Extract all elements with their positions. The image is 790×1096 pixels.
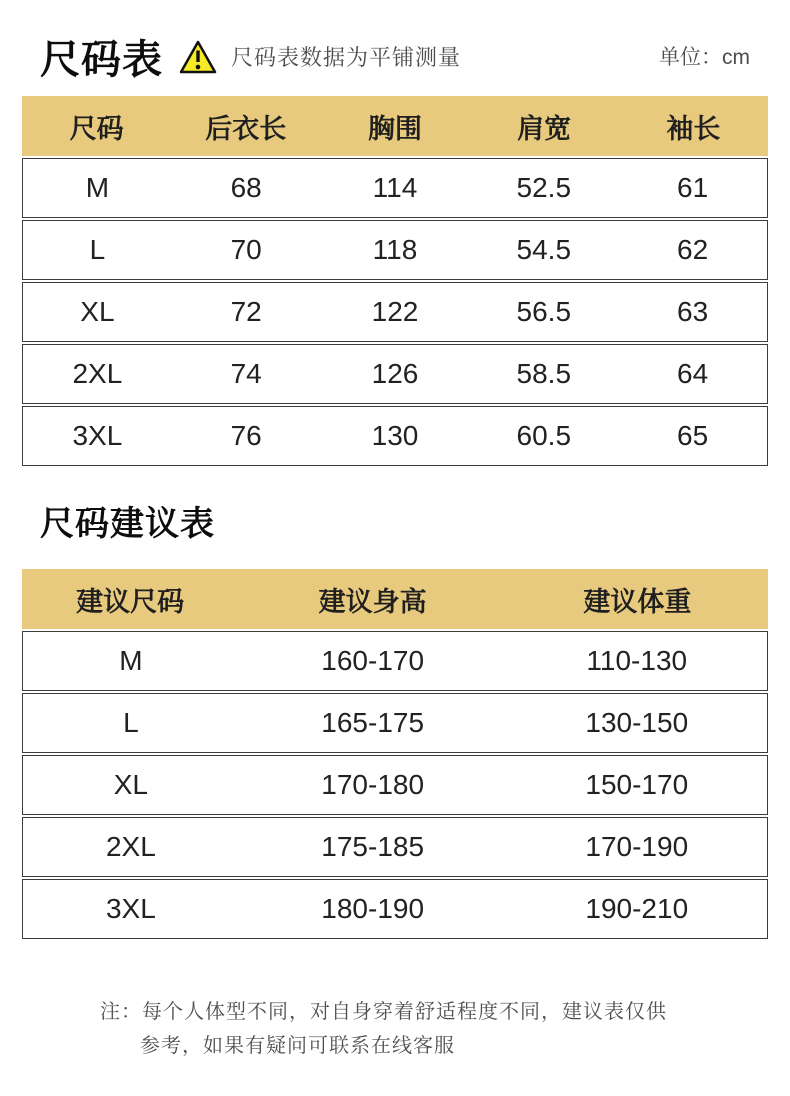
table-cell: 130-150 [585, 707, 689, 738]
table-cell: 170-190 [585, 831, 689, 862]
table-cell: 170-180 [321, 769, 425, 800]
table-cell: 110-130 [586, 645, 688, 676]
table-cell: L [89, 234, 106, 265]
header-cell: 肩宽 [517, 113, 572, 144]
table-cell: 2XL [105, 831, 156, 862]
table-cell: 122 [371, 296, 419, 327]
size-table-header-row [22, 96, 768, 156]
table-cell: 64 [677, 358, 709, 389]
size-row-m [22, 158, 768, 218]
suggestion-row-xl [22, 755, 768, 815]
footnote-line: 注：每个人体型不同，对自身穿着舒适程度不同，建议表仅供 [100, 1001, 667, 1023]
table-cell: XL [113, 769, 148, 800]
header-cell: 建议尺码 [76, 586, 185, 617]
size-chart-page [0, 30, 790, 1063]
table-cell: 74 [230, 358, 262, 389]
footnote-line: 参考，如果有疑问可联系在线客服 [140, 1035, 455, 1057]
table-cell: 3XL [72, 420, 123, 451]
measurement-note: 尺码表数据为平铺测量 [231, 44, 462, 70]
table-cell: M [85, 172, 110, 203]
table-cell: 130 [371, 420, 419, 451]
table-cell: 58.5 [516, 358, 572, 389]
table-cell: 175-185 [321, 831, 425, 862]
warning-triangle-icon [179, 40, 217, 74]
suggestion-row-m [22, 631, 768, 691]
suggestion-table-header-row [22, 569, 768, 629]
suggestion-row-l [22, 693, 768, 753]
table-cell: 180-190 [321, 893, 425, 924]
page-header [40, 30, 750, 82]
suggestion-table-title: 尺码建议表 [40, 505, 215, 543]
table-cell: 165-175 [321, 707, 425, 738]
header-cell: 建议体重 [583, 586, 692, 617]
table-cell: 114 [372, 172, 418, 203]
table-cell: XL [80, 296, 115, 327]
suggestion-row-3xl [22, 879, 768, 939]
table-cell: 118 [372, 234, 418, 265]
table-cell: 65 [677, 420, 709, 451]
suggestion-table [22, 569, 768, 939]
table-cell: 190-210 [585, 893, 689, 924]
header-cell: 建议身高 [318, 586, 427, 617]
table-cell: 160-170 [321, 645, 425, 676]
table-cell: 76 [230, 420, 262, 451]
table-cell: L [123, 707, 139, 738]
table-cell: 126 [371, 358, 419, 389]
table-cell: 72 [230, 296, 262, 327]
footnote [100, 995, 730, 1063]
page-title: 尺码表 [40, 37, 163, 82]
table-cell: M [119, 645, 143, 676]
size-row-xl [22, 282, 768, 342]
size-row-2xl [22, 344, 768, 404]
header-cell: 胸围 [367, 113, 422, 144]
table-cell: 150-170 [585, 769, 689, 800]
table-cell: 63 [677, 296, 709, 327]
table-cell: 60.5 [516, 420, 572, 451]
table-cell: 3XL [105, 893, 156, 924]
table-cell: 61 [677, 172, 709, 203]
table-cell: 54.5 [516, 234, 572, 265]
table-cell: 68 [230, 172, 262, 203]
table-cell: 62 [677, 234, 709, 265]
table-cell: 2XL [72, 358, 123, 389]
size-table [22, 96, 768, 466]
table-cell: 52.5 [516, 172, 572, 203]
header-cell: 尺码 [69, 113, 124, 144]
size-row-l [22, 220, 768, 280]
table-cell: 56.5 [516, 296, 572, 327]
size-row-3xl [22, 406, 768, 466]
suggestion-row-2xl [22, 817, 768, 877]
header-cell: 后衣长 [205, 113, 287, 144]
header-cell: 袖长 [666, 113, 721, 144]
table-cell: 70 [230, 234, 262, 265]
unit-label: 单位：cm [659, 46, 750, 69]
